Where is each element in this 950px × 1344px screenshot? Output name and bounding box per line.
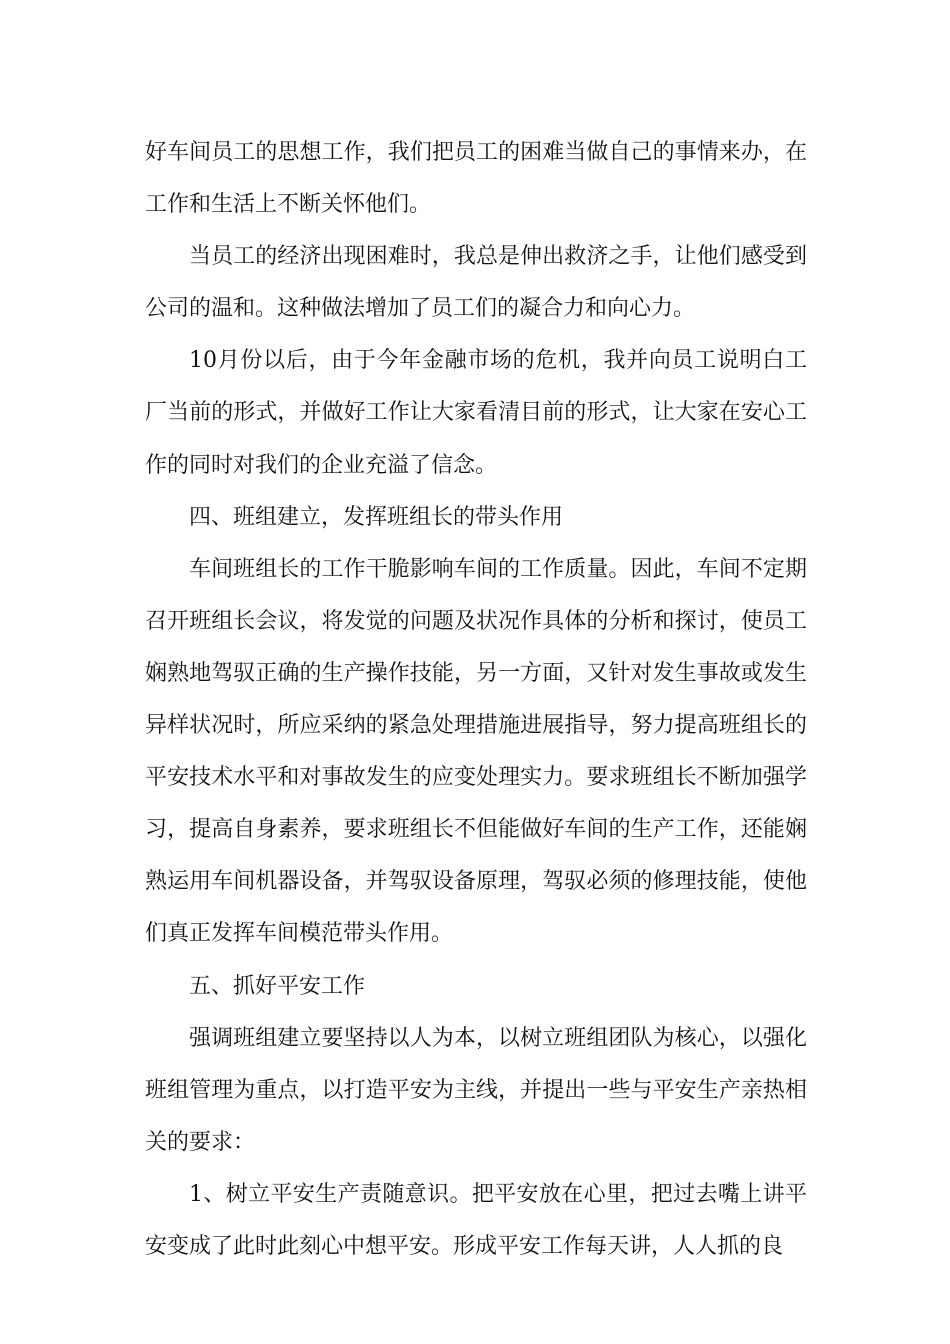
paragraph-safety-emphasis: 强调班组建立要坚持以人为本，以树立班组团队为核心，以强化班组管理为重点，以打造平安为主线，并提出一些与平安生产亲热相关的要求： [145,1025,807,1155]
section-heading-5: 五、抓好平安工作 [189,973,366,999]
paragraph-safety-item-1: 1、树立平安生产责随意识。把平安放在心里，把过去嘴上讲平安变成了此时此刻心中想平安。形成平安工作每天讲，人人抓的良 [145,1181,807,1259]
paragraph-financial-aid: 当员工的经济出现困难时，我总是伸出救济之手，让他们感受到公司的温和。这种做法增加了员工们的凝合力和向心力。 [145,244,807,322]
paragraph-team-leaders: 车间班组长的工作干脆影响车间的工作质量。因此，车间不定期召开班组长会议，将发觉的问题及状况作具体的分析和探讨，使员工娴熟地驾驭正确的生产操作技能，另一方面，又针对发生事故或发生异样状况时，所应采纳的紧急处理措施进展指导，努力提高班组长的平安技术水平和对事故发生的应变处理实力。要求班组长不断加强学习，提高自身素养，要求班组长不但能做好车间的生产工作，还能娴熟运用车间机器设备，并驾驭设备原理，驾驭必须的修理技能，使他们真正发挥车间模范带头作用。 [145,556,807,947]
section-heading-4: 四、班组建立，发挥班组长的带头作用 [189,504,564,530]
paragraph-october: 10月份以后，由于今年金融市场的危机，我并向员工说明白工厂当前的形式，并做好工作让大家看清目前的形式，让大家在安心工作的同时对我们的企业充溢了信念。 [145,348,807,478]
paragraph-continuation: 好车间员工的思想工作，我们把员工的困难当做自己的事情来办，在工作和生活上不断关怀他们。 [145,140,807,218]
document-body [145,127,807,1273]
